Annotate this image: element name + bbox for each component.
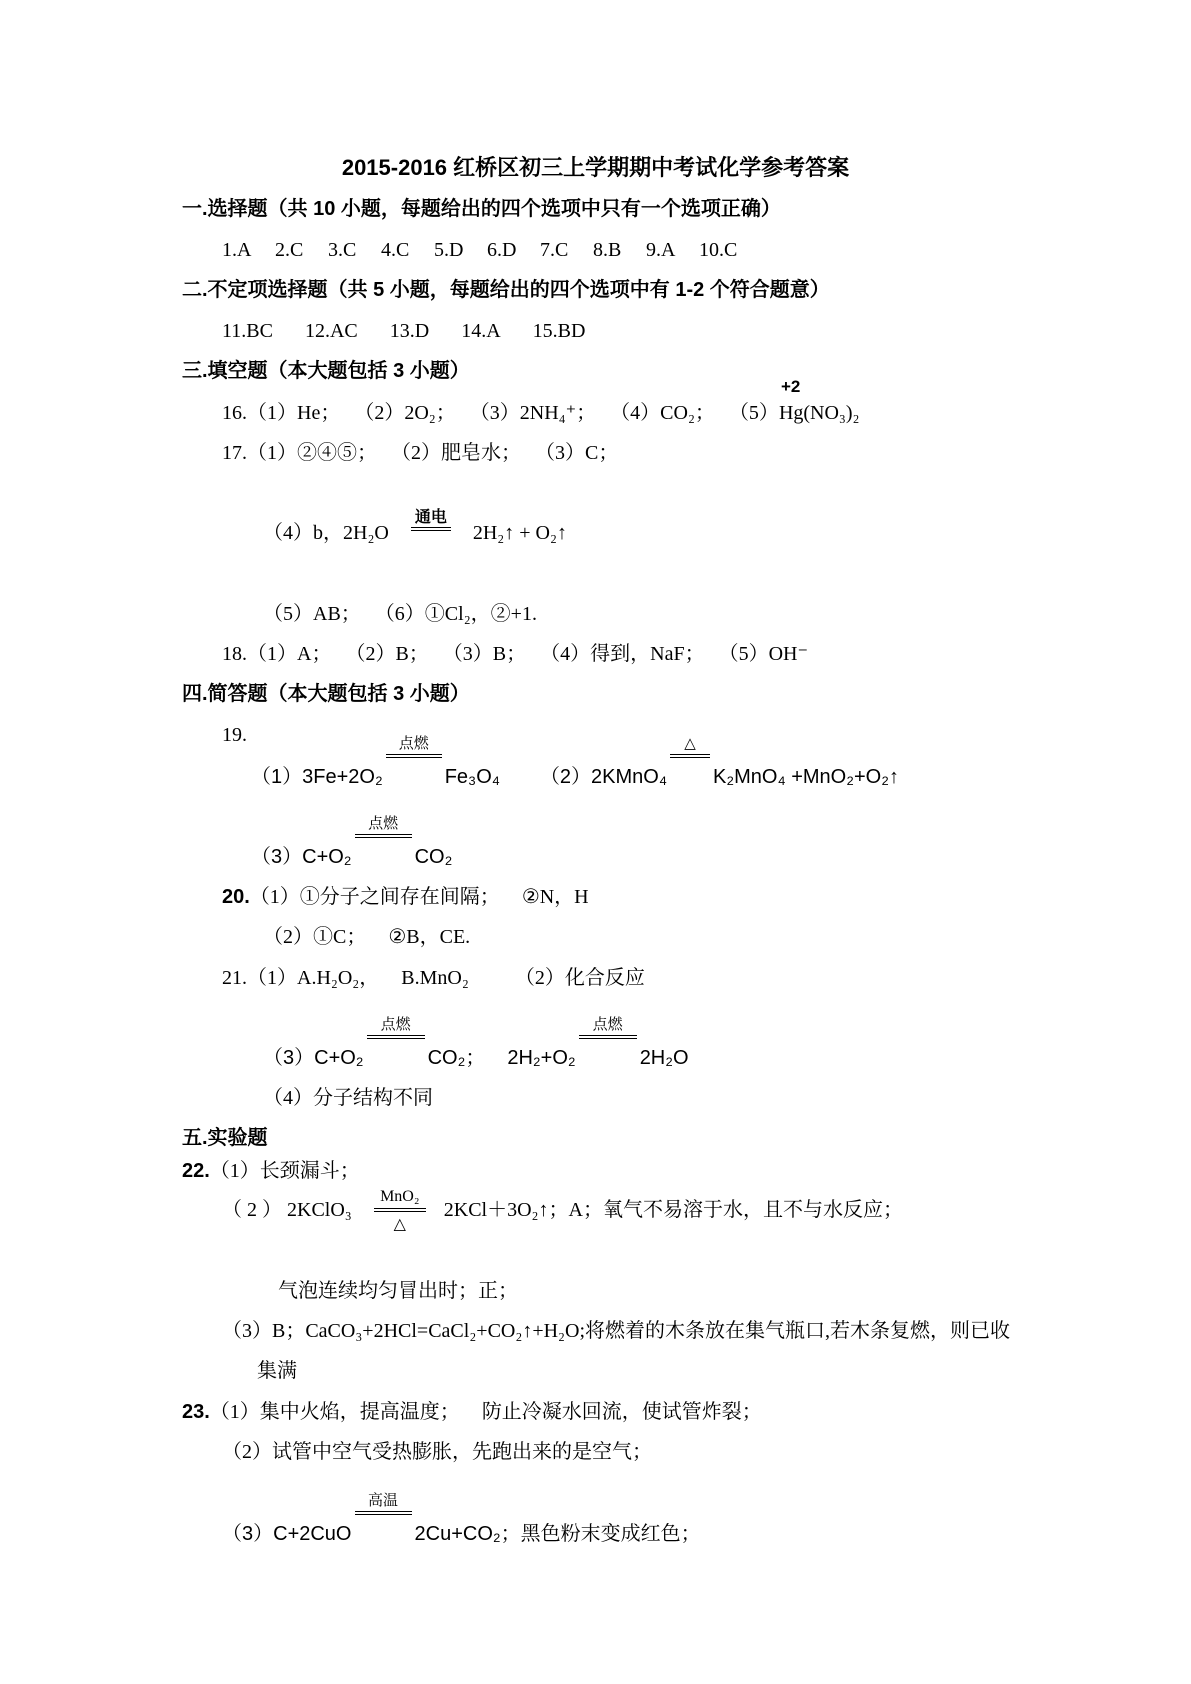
condition-label: 点燃 <box>592 1016 623 1033</box>
reaction-condition <box>383 735 445 789</box>
question-17-equation <box>263 509 567 545</box>
equation-products: Fe₃O₄ <box>444 766 500 788</box>
double-bar <box>411 527 451 531</box>
answer-part: B.MnO₂ <box>401 967 469 989</box>
double-bar <box>386 754 442 758</box>
double-bar <box>355 834 412 838</box>
answer-part: （4）CO₂； <box>620 402 715 424</box>
answer-item: 1.A <box>222 239 252 261</box>
section-5-heading: 五.实验题 <box>182 1127 268 1149</box>
section-4-heading: 四.简答题（本大题包括 3 小题） <box>182 683 470 705</box>
question-20-answer-continued <box>263 925 470 949</box>
question-19-equations <box>251 735 899 789</box>
equation-products: 2H₂↑ + O₂↑ <box>472 522 567 544</box>
equation-products: 2Cu+CO₂； <box>414 1523 521 1545</box>
answer-part: 17.（1）②④⑤； <box>222 442 377 464</box>
section-1-answers <box>222 238 752 262</box>
equation-reactants: （2）2KMnO₄ <box>539 766 668 788</box>
answer-part: （5） <box>738 402 779 424</box>
answer-part: （5）OH⁻ <box>728 643 809 665</box>
answer-item: 6.D <box>487 239 517 261</box>
question-21-equations <box>263 1016 689 1070</box>
question-21-answer <box>222 966 645 990</box>
answer-part: （2）2O₂； <box>364 402 456 424</box>
answer-part: （1）长颈漏斗； <box>209 1160 360 1182</box>
answer-item: 2.C <box>275 239 304 261</box>
heat-label: △ <box>393 1216 406 1233</box>
answer-part: 防止冷凝水回流，使试管炸裂； <box>481 1401 762 1423</box>
question-17-answer <box>222 441 618 465</box>
answer-part: （1）①分子之间存在间隔； <box>249 886 500 908</box>
question-23-equation <box>222 1492 701 1546</box>
equation-products: 2KCl＋3O₂↑；A；氧气不易溶于水，且不与水反应； <box>443 1199 903 1221</box>
equation-products: CO₂； <box>427 1047 486 1069</box>
answer-part: ②N，H <box>521 886 589 908</box>
section-2-answers <box>222 319 617 343</box>
observation-note: 黑色粉末变成红色； <box>520 1523 701 1545</box>
reaction-condition <box>667 735 713 789</box>
double-bar <box>670 754 710 758</box>
question-number: 23. <box>182 1401 210 1423</box>
equation-products: K₂MnO₄ +MnO₂+O₂↑ <box>713 766 899 788</box>
equation-products: CO₂ <box>414 846 453 868</box>
answer-part: （3）C； <box>545 442 619 464</box>
page-title: 2015-2016 红桥区初三上学期期中考试化学参考答案 <box>341 155 850 180</box>
answer-item: 11.BC <box>222 320 273 342</box>
double-bar <box>367 1035 425 1039</box>
equation-reactants: （ 2 ） 2KClO₃ <box>222 1199 352 1221</box>
condition-label: 高温 <box>367 1492 398 1509</box>
answer-item: 3.C <box>328 239 357 261</box>
question-22-answer-line-4: （3）B；CaCO₃+2HCl=CaCl₂+CO₂↑+H₂O;将燃着的木条放在集气瓶口,若木条复燃，则已收 <box>222 1320 1011 1342</box>
answer-item: 14.A <box>461 320 501 342</box>
answer-part: （2）①C； <box>263 926 367 948</box>
answer-item: 7.C <box>540 239 569 261</box>
formula-text: Hg(NO₃)₂ <box>778 402 860 424</box>
answer-part: 16.（1）He； <box>222 402 341 424</box>
answer-item: 10.C <box>699 239 738 261</box>
answer-item: 9.A <box>646 239 676 261</box>
reaction-condition <box>352 1492 415 1546</box>
question-22-answer-line-3: 气泡连续均匀冒出时；正； <box>278 1280 518 1302</box>
answer-part: （2）化合反应 <box>514 967 645 989</box>
answer-item: 12.AC <box>304 320 358 342</box>
answer-part: （3）2NH₄⁺； <box>479 402 597 424</box>
answer-part: ②B，CE. <box>388 926 471 948</box>
condition-label: 通电 <box>414 509 447 526</box>
catalyst-label: MnO₂ <box>380 1188 420 1205</box>
answer-item: 5.D <box>434 239 464 261</box>
section-3-heading: 三.填空题（本大题包括 3 小题） <box>182 360 470 382</box>
reaction-condition <box>374 1188 426 1233</box>
reaction-condition <box>576 1016 640 1070</box>
answer-part: （1）集中火焰，提高温度； <box>209 1401 460 1423</box>
question-17-answer-continued <box>263 602 537 626</box>
answer-part: （2）B； <box>355 643 429 665</box>
reaction-condition <box>389 509 473 545</box>
answer-item: 15.BD <box>532 320 586 342</box>
condition-label: 点燃 <box>398 735 429 752</box>
answer-part: （4）得到，NaF； <box>550 643 705 665</box>
equation-reactants: （1）3Fe+2O₂ <box>251 766 383 788</box>
question-number: 22. <box>182 1160 210 1182</box>
question-23-answer-line-2: （2）试管中空气受热膨胀，先跑出来的是空气； <box>222 1441 652 1463</box>
question-18-answer <box>222 642 808 666</box>
condition-label: 点燃 <box>368 815 399 832</box>
mercury-nitrate-formula <box>778 377 860 425</box>
answer-item: 4.C <box>381 239 410 261</box>
condition-label: △ <box>684 735 696 752</box>
question-22-equation <box>222 1188 903 1233</box>
answer-part: （3）B； <box>452 643 527 665</box>
question-22-answer-line-5: 集满 <box>257 1360 297 1382</box>
equation-reactants: （3）C+2CuO <box>222 1523 352 1545</box>
question-21-answer-part-4: （4）分子结构不同 <box>263 1087 433 1109</box>
answer-part: （5）AB； <box>263 603 361 625</box>
double-bar <box>374 1208 426 1212</box>
question-16-answer <box>222 377 860 425</box>
answer-part: 21.（1）A.H₂O₂， <box>222 967 380 989</box>
question-20-answer <box>222 885 589 909</box>
question-19-equation-3 <box>251 815 453 869</box>
section-1-heading: 一.选择题（共 10 小题，每题给出的四个选项中只有一个选项正确） <box>182 198 781 220</box>
condition-label: 点燃 <box>380 1016 411 1033</box>
reaction-condition <box>352 815 415 869</box>
double-bar <box>355 1511 412 1515</box>
reaction-condition <box>364 1016 428 1070</box>
answer-item: 13.D <box>389 320 430 342</box>
answer-part: （6）①Cl₂，②+1. <box>384 603 537 625</box>
question-19-number: 19. <box>222 724 247 746</box>
equation-reactants: （4）b，2H₂O <box>263 522 389 544</box>
answer-part: （2）肥皂水； <box>401 442 521 464</box>
equation-products: 2H₂O <box>639 1047 689 1069</box>
equation-reactants: 2H₂+O₂ <box>507 1047 576 1069</box>
double-bar <box>579 1035 637 1039</box>
question-23-answer <box>182 1400 762 1424</box>
question-number: 20. <box>222 886 250 908</box>
answer-item: 8.B <box>593 239 622 261</box>
equation-reactants: （3）C+O₂ <box>251 846 352 868</box>
valence-mark: +2 <box>780 377 801 396</box>
question-22-answer <box>182 1159 360 1183</box>
section-2-heading: 二.不定项选择题（共 5 小题，每题给出的四个选项中有 1-2 个符合题意） <box>182 279 830 301</box>
equation-reactants: （3）C+O₂ <box>263 1047 364 1069</box>
answer-part: 18.（1）A； <box>222 643 332 665</box>
